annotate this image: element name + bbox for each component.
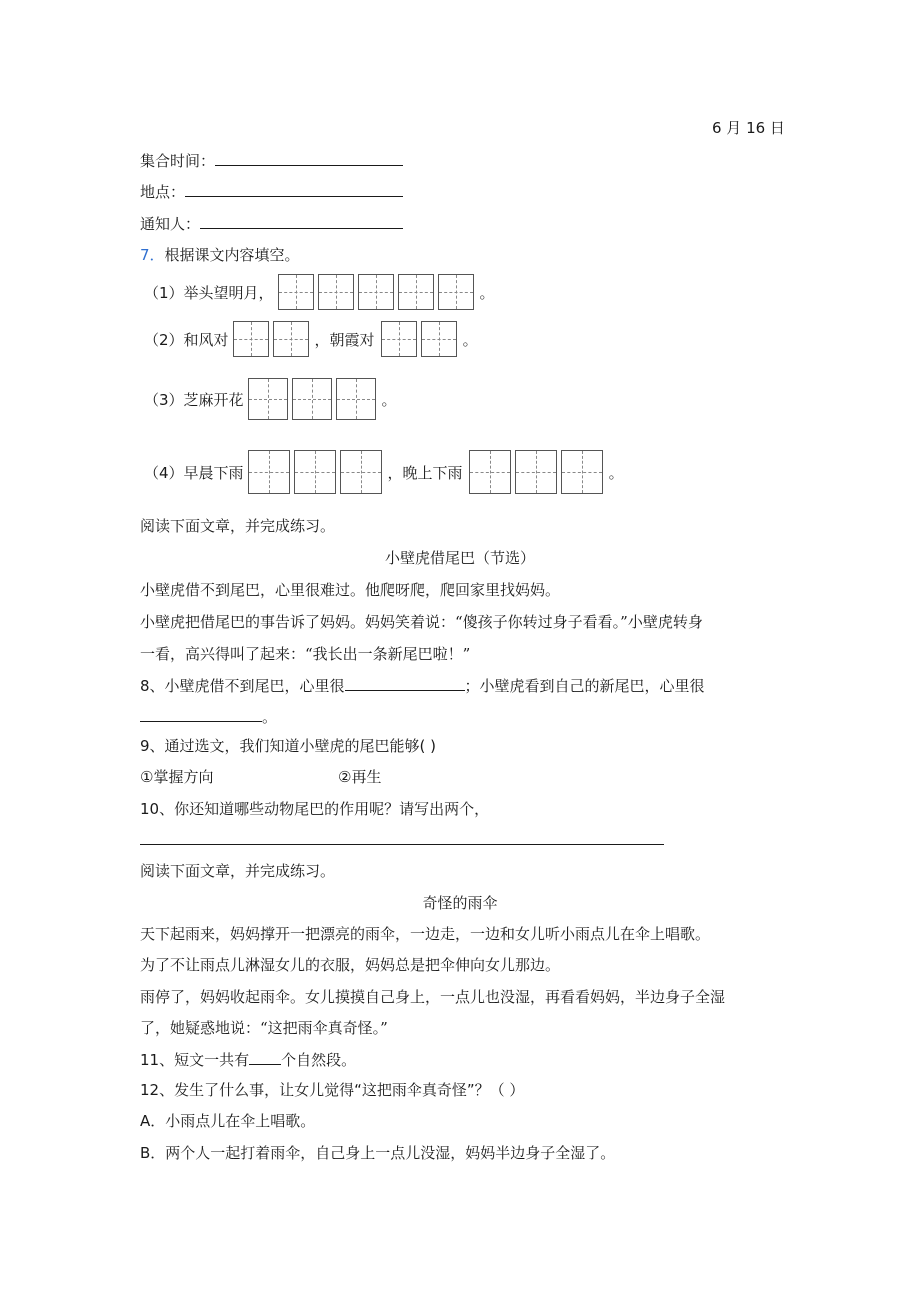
q8-line-2	[140, 706, 277, 727]
q7-item-1-suffix: 。	[479, 283, 495, 302]
passage1-intro: 阅读下面文章，并完成练习。	[140, 517, 336, 535]
q11-text-a: 11、短文一共有	[140, 1051, 250, 1069]
q9-question: 9、通过选文，我们知道小壁虎的尾巴能够( )	[140, 737, 437, 755]
q9-option-2[interactable]: ②再生	[338, 768, 382, 786]
q7-item-4	[144, 450, 624, 494]
notice-time-row	[140, 150, 403, 171]
notice-person-blank[interactable]	[200, 213, 403, 229]
notice-person-row	[140, 213, 403, 234]
tian-box[interactable]	[358, 274, 394, 310]
tian-box[interactable]	[421, 321, 457, 357]
passage2-intro: 阅读下面文章，并完成练习。	[140, 862, 336, 880]
passage2-paragraph-2: 为了不让雨点儿淋湿女儿的衣服，妈妈总是把伞伸向女儿那边。	[140, 956, 561, 974]
notice-time-blank[interactable]	[215, 150, 403, 166]
notice-date: 6 月 16 日	[712, 119, 785, 137]
tian-box[interactable]	[438, 274, 474, 310]
tian-box[interactable]	[248, 378, 288, 420]
q7-item-3-prefix: （3）芝麻开花	[144, 390, 244, 409]
tian-box[interactable]	[515, 450, 557, 494]
q7-item-2-prefix: （2）和风对	[144, 330, 229, 349]
q8-blank-2[interactable]	[140, 706, 262, 722]
q7-item-3-suffix: 。	[381, 390, 397, 409]
tian-box[interactable]	[292, 378, 332, 420]
passage1-paragraph-1: 小壁虎借不到尾巴，心里很难过。他爬呀爬，爬回家里找妈妈。	[140, 581, 561, 599]
q10-answer-row	[140, 829, 664, 850]
passage2-title: 奇怪的雨伞	[422, 894, 498, 912]
passage2-paragraph-3a: 雨停了，妈妈收起雨伞。女儿摸摸自己身上，一点儿也没湿，再看看妈妈，半边身子全湿	[140, 988, 726, 1006]
notice-place-row	[140, 181, 403, 202]
q7-item-4-suffix: 。	[608, 463, 624, 482]
q11-text-b: 个自然段。	[281, 1051, 357, 1069]
q7-title	[140, 245, 300, 265]
q7-item-4-prefix: （4）早晨下雨	[144, 463, 244, 482]
q7-item-2-middle: ，朝霞对	[314, 330, 375, 349]
notice-place-blank[interactable]	[185, 181, 403, 197]
tian-box[interactable]	[398, 274, 434, 310]
notice-place-label: 地点：	[140, 183, 186, 201]
tian-box[interactable]	[248, 450, 290, 494]
q8-text-a: 8、小壁虎借不到尾巴，心里很	[140, 677, 345, 695]
tian-box[interactable]	[381, 321, 417, 357]
passage1-title: 小壁虎借尾巴（节选）	[384, 549, 535, 567]
q8-line-1	[140, 675, 705, 696]
q12-question: 12、发生了什么事，让女儿觉得“这把雨伞真奇怪”？（ ）	[140, 1081, 525, 1099]
q7-text: 根据课文内容填空。	[164, 246, 300, 264]
q7-item-1-prefix: （1）举头望明月，	[144, 283, 274, 302]
q7-number: 7．	[140, 246, 165, 264]
tian-box[interactable]	[294, 450, 336, 494]
q11-blank[interactable]	[249, 1049, 281, 1065]
tian-box[interactable]	[561, 450, 603, 494]
q10-answer-blank[interactable]	[140, 829, 664, 845]
q11-question	[140, 1049, 356, 1070]
passage1-paragraph-2a: 小壁虎把借尾巴的事告诉了妈妈。妈妈笑着说：“傻孩子你转过身子看看。”小壁虎转身	[140, 613, 703, 631]
q12-option-a[interactable]: A．小雨点儿在伞上唱歌。	[140, 1112, 316, 1130]
q7-item-2-suffix: 。	[462, 330, 478, 349]
q8-text-c: 。	[262, 708, 278, 726]
tian-box[interactable]	[273, 321, 309, 357]
q12-option-b[interactable]: B．两个人一起打着雨伞，自己身上一点儿没湿，妈妈半边身子全湿了。	[140, 1144, 616, 1162]
tian-box[interactable]	[336, 378, 376, 420]
q9-option-1[interactable]: ①掌握方向	[140, 768, 214, 786]
q8-blank-1[interactable]	[345, 675, 465, 691]
q7-item-4-middle: ，晚上下雨	[387, 463, 463, 482]
q10-question: 10、你还知道哪些动物尾巴的作用呢？请写出两个，	[140, 800, 490, 818]
tian-box[interactable]	[340, 450, 382, 494]
passage2-paragraph-3b: 了，她疑惑地说：“这把雨伞真奇怪。”	[140, 1019, 388, 1037]
q7-item-1	[144, 274, 495, 310]
notice-person-label: 通知人：	[140, 215, 201, 233]
q7-item-3	[144, 378, 397, 420]
tian-box[interactable]	[469, 450, 511, 494]
q8-text-b: ；小壁虎看到自己的新尾巴，心里很	[464, 677, 705, 695]
q7-item-2	[144, 321, 478, 357]
tian-box[interactable]	[278, 274, 314, 310]
tian-box[interactable]	[233, 321, 269, 357]
tian-box[interactable]	[318, 274, 354, 310]
passage1-paragraph-2b: 一看，高兴得叫了起来：“我长出一条新尾巴啦！”	[140, 645, 471, 663]
passage2-paragraph-1: 天下起雨来，妈妈撑开一把漂亮的雨伞，一边走，一边和女儿听小雨点儿在伞上唱歌。	[140, 925, 711, 943]
notice-time-label: 集合时间：	[140, 152, 216, 170]
